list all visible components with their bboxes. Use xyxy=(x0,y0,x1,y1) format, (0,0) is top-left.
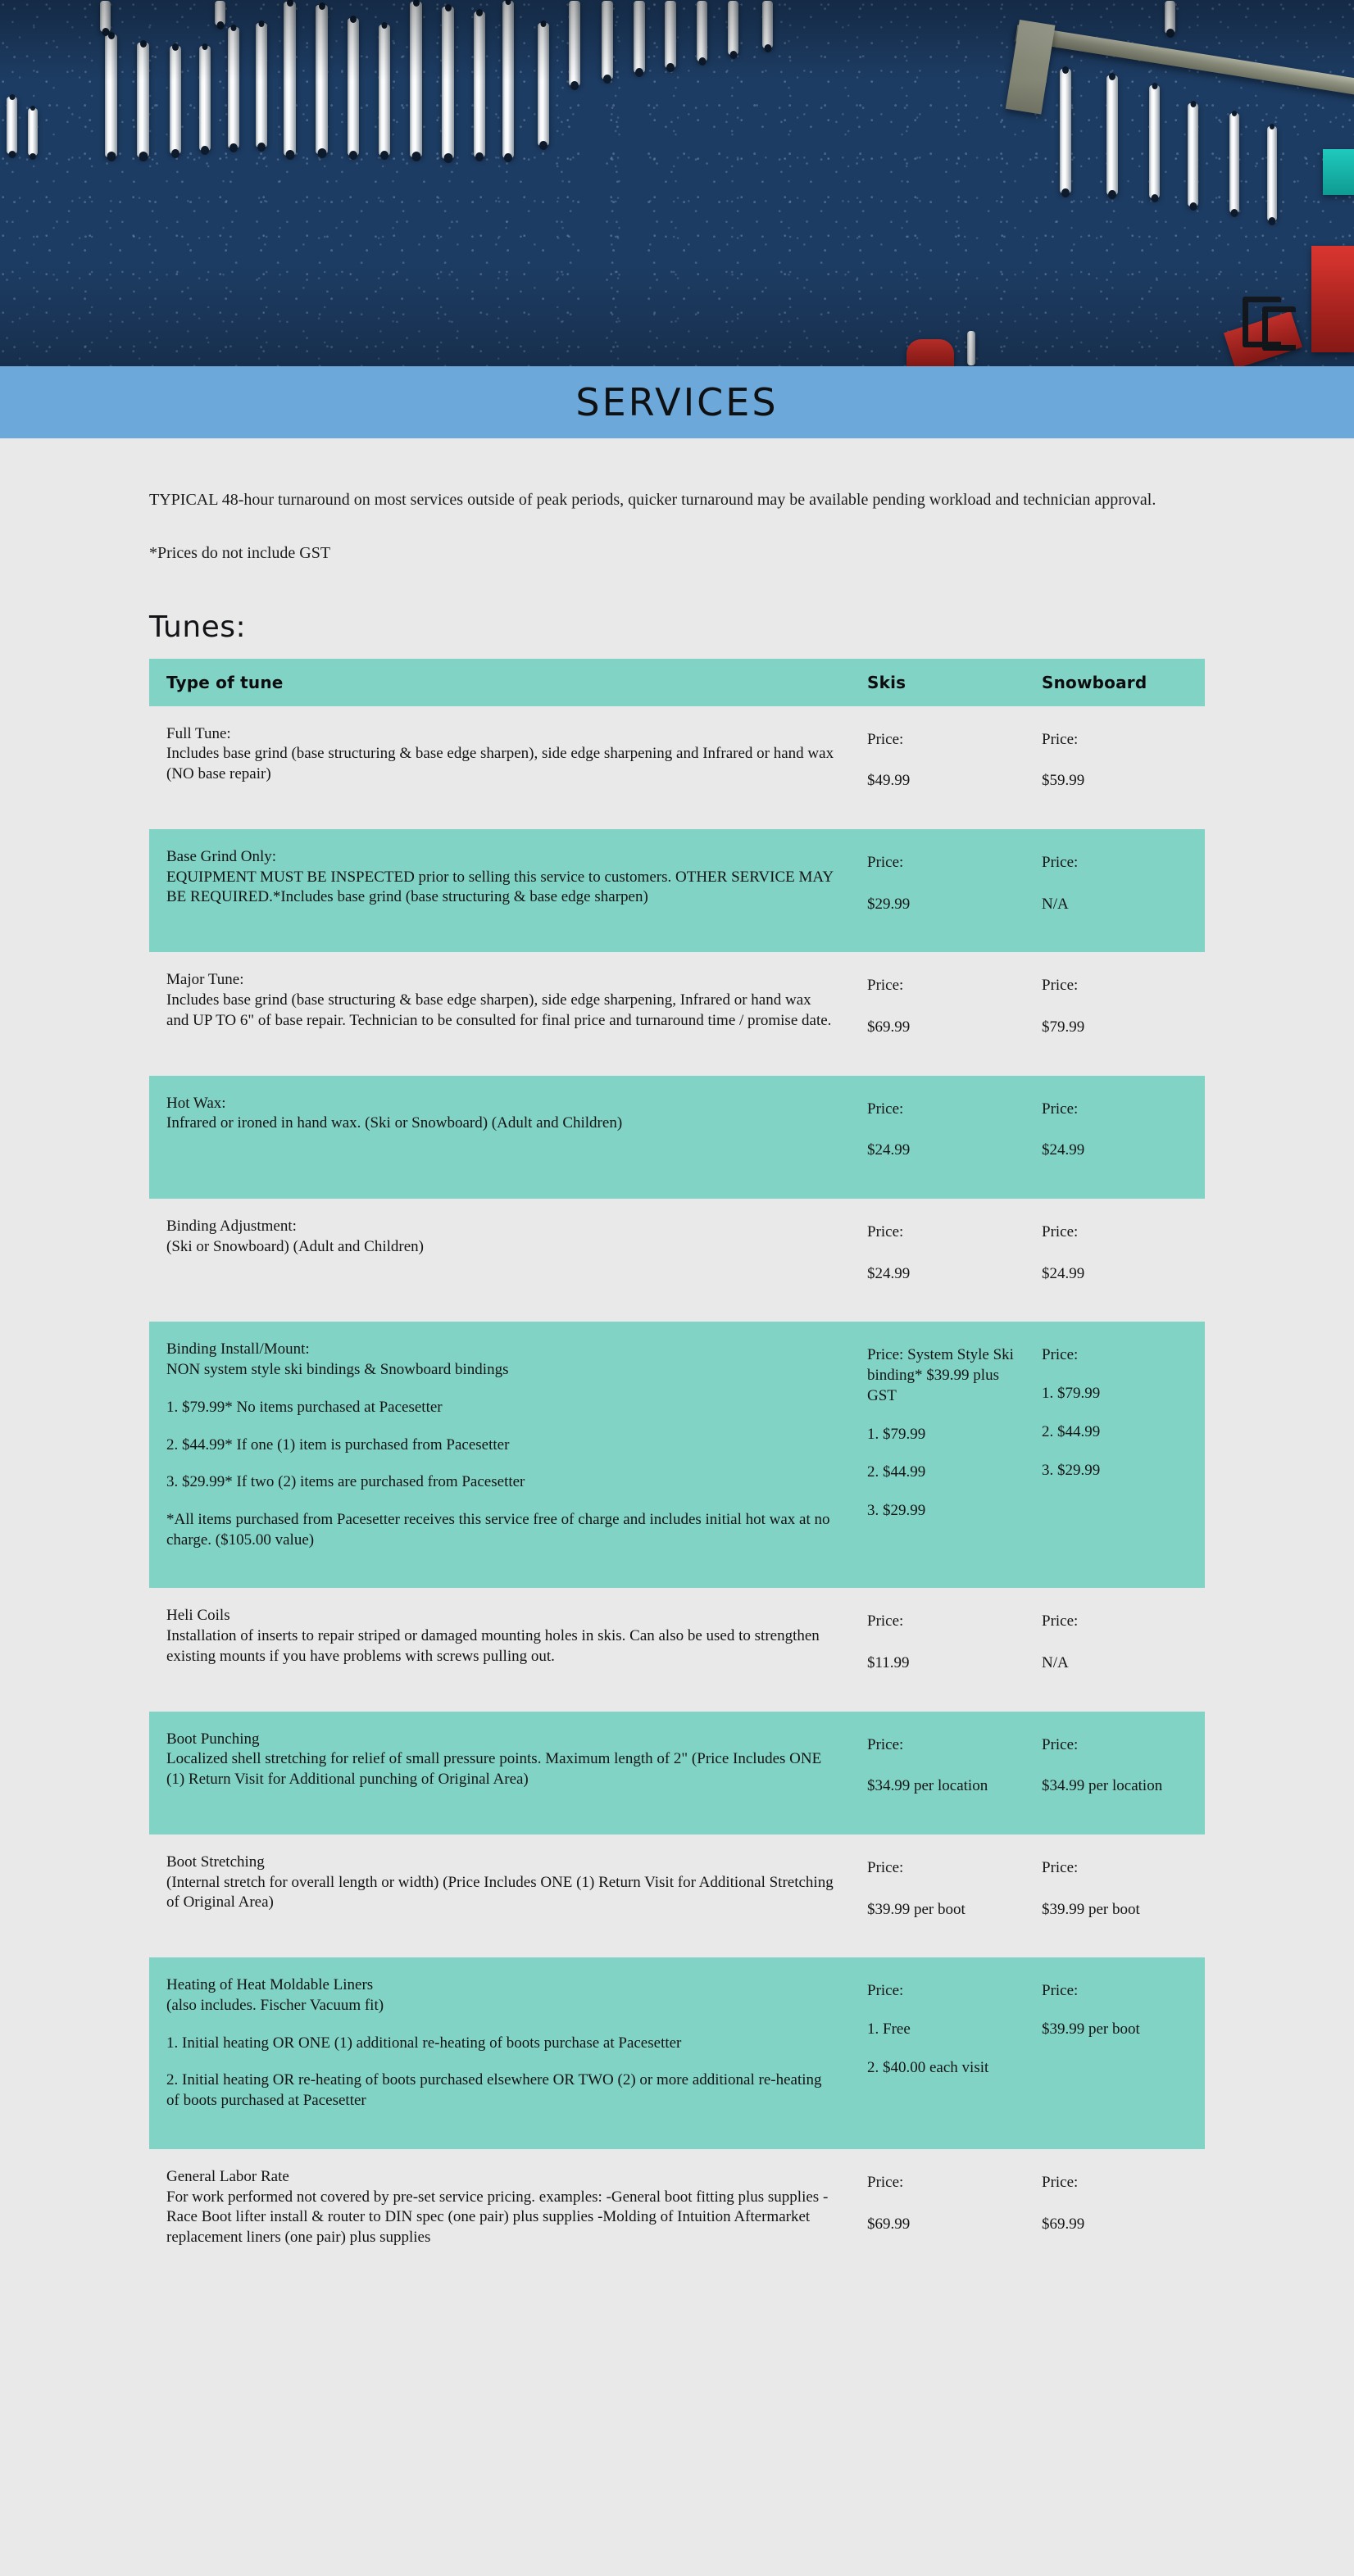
service-body: Includes base grind (base structuring & base edge sharpen), side edge sharpening and Infrared or hand wax (NO base repair) xyxy=(166,745,834,782)
price-line: 3. $29.99 xyxy=(1042,1461,1101,1479)
price-cell-snowboard xyxy=(1030,1076,1205,1199)
price-label: Price: xyxy=(1042,1223,1079,1241)
price-cell-skis xyxy=(856,1957,1030,2148)
table-row xyxy=(149,829,1205,952)
price-line: 2. $40.00 each visit xyxy=(867,2058,989,2076)
price-cell-skis xyxy=(856,1199,1030,1322)
price-value: $24.99 xyxy=(1042,1141,1085,1159)
price-value: $11.99 xyxy=(867,1653,910,1671)
service-option-item: 1. Initial heating OR ONE (1) additional re-heating of boots purchase at Pacesetter xyxy=(166,2034,682,2052)
service-title: General Labor Rate xyxy=(166,2167,289,2185)
price-label: Price: xyxy=(1042,1346,1079,1364)
price-cell-skis xyxy=(856,1834,1030,1957)
price-value: $49.99 xyxy=(867,772,911,790)
service-body: (Internal stretch for overall length or width) (Price Includes ONE (1) Return Visit for Additional Stretching of Original Area) xyxy=(166,1873,834,1912)
service-body: EQUIPMENT MUST BE INSPECTED prior to selling this service to customers. OTHER SERVICE MAY BE REQUIRED.*Includes base grind (base structuring & base edge sharpen) xyxy=(166,868,834,906)
service-body: (also includes. Fischer Vacuum fit) xyxy=(166,1997,384,2015)
price-label: Price: xyxy=(1042,1100,1079,1118)
price-value: $59.99 xyxy=(1042,772,1085,790)
service-description-cell xyxy=(149,2149,856,2286)
price-value: $69.99 xyxy=(867,2215,911,2233)
turnaround-text: TYPICAL 48-hour turnaround on most services outside of peak periods, quicker turnaround may be available pending workload and technician approval. xyxy=(149,491,1156,509)
price-cell-snowboard xyxy=(1030,1834,1205,1957)
price-value: $69.99 xyxy=(867,1018,911,1036)
hero-image xyxy=(0,0,1354,366)
tunes-heading: Tunes: xyxy=(149,610,247,644)
table-row xyxy=(149,1834,1205,1957)
price-label: Price: xyxy=(867,1735,904,1753)
table-row xyxy=(149,1712,1205,1834)
price-label: Price: xyxy=(867,1859,904,1877)
table-row xyxy=(149,1957,1205,2148)
service-body: Includes base grind (base structuring & base edge sharpen), side edge sharpening, Infrared or hand wax and UP TO 6" of base repair. Technician to be consulted for final price and turnaround time / promise date. xyxy=(166,991,832,1029)
price-value: $39.99 per boot xyxy=(867,1900,966,1918)
service-body: Installation of inserts to repair striped or damaged mounting holes in skis. Can also be used to strengthen existing mounts if you have problems with screws pulling out. xyxy=(166,1626,820,1665)
price-value: $24.99 xyxy=(1042,1264,1085,1282)
service-note: *All items purchased from Pacesetter receives this service free of charge and includes initial hot wax at no charge. ($105.00 value) xyxy=(166,1510,830,1549)
price-cell-skis xyxy=(856,829,1030,952)
price-label: Price: xyxy=(867,977,904,995)
price-cell-snowboard xyxy=(1030,1199,1205,1322)
service-option-item: 2. Initial heating OR re-heating of boots purchased elsewhere OR TWO (2) or more additional re-heating of boots purchased at Pacesetter xyxy=(166,2071,822,2110)
price-cell-snowboard xyxy=(1030,706,1205,829)
price-label: Price: xyxy=(1042,1982,1079,2000)
price-line: 2. $44.99 xyxy=(867,1463,926,1481)
service-title: Heating of Heat Moldable Liners xyxy=(166,1976,374,1994)
service-description-cell xyxy=(149,706,856,829)
price-value: $24.99 xyxy=(867,1141,911,1159)
service-body: NON system style ski bindings & Snowboard bindings xyxy=(166,1361,509,1379)
price-label: Price: xyxy=(1042,853,1079,871)
table-header-row xyxy=(149,659,1205,706)
price-value: $24.99 xyxy=(867,1264,911,1282)
price-value: $34.99 per location xyxy=(1042,1777,1163,1795)
service-description-cell xyxy=(149,1957,856,2148)
service-description-cell xyxy=(149,952,856,1075)
service-option-item: 2. $44.99* If one (1) item is purchased from Pacesetter xyxy=(166,1435,510,1454)
price-cell-snowboard xyxy=(1030,1712,1205,1834)
page-title-banner xyxy=(0,366,1354,438)
price-label: Price: xyxy=(1042,2173,1079,2191)
price-label: Price: xyxy=(867,1223,904,1241)
price-label: Price: xyxy=(867,1100,904,1118)
table-body xyxy=(149,706,1205,2286)
table-row xyxy=(149,1322,1205,1588)
price-value: N/A xyxy=(1042,1653,1069,1671)
service-body: For work performed not covered by pre-set service pricing. examples: -General boot fitting plus supplies -Race Boot lifter install & router to DIN spec (one pair) plus supplies -Molding of Intuition Aftermarket replacement liners (one pair) plus supplies xyxy=(166,2188,829,2246)
price-cell-skis xyxy=(856,1712,1030,1834)
service-description-cell xyxy=(149,1712,856,1834)
service-option-item: 1. $79.99* No items purchased at Pacesetter xyxy=(166,1398,443,1416)
service-description-cell xyxy=(149,1199,856,1322)
service-title: Boot Punching xyxy=(166,1730,260,1748)
page-title: SERVICES xyxy=(575,380,779,424)
price-label: Price: xyxy=(1042,1735,1079,1753)
price-cell-skis xyxy=(856,952,1030,1075)
services-table xyxy=(149,659,1205,2286)
hero-vignette xyxy=(0,0,1354,366)
page-content xyxy=(0,438,1354,2384)
column-header-skis: Skis xyxy=(856,659,1030,706)
price-label: Price: xyxy=(867,1982,904,2000)
table-row xyxy=(149,2149,1205,2286)
table-row xyxy=(149,1588,1205,1711)
price-label: Price: xyxy=(867,853,904,871)
table-row xyxy=(149,952,1205,1075)
service-title: Base Grind Only: xyxy=(166,847,277,865)
price-cell-skis xyxy=(856,706,1030,829)
price-cell-snowboard xyxy=(1030,1957,1205,2148)
price-value: N/A xyxy=(1042,895,1069,913)
price-label: Price: xyxy=(1042,1859,1079,1877)
price-label: Price: xyxy=(867,1612,904,1630)
price-line: 1. $79.99 xyxy=(867,1425,926,1443)
price-cell-skis xyxy=(856,2149,1030,2286)
price-cell-snowboard xyxy=(1030,952,1205,1075)
intro-block xyxy=(149,438,1205,565)
price-cell-skis xyxy=(856,1588,1030,1711)
service-description-cell xyxy=(149,1834,856,1957)
service-title: Full Tune: xyxy=(166,724,231,742)
table-row xyxy=(149,706,1205,829)
service-title: Major Tune: xyxy=(166,971,244,989)
service-description-cell xyxy=(149,829,856,952)
price-value: $29.99 xyxy=(867,895,911,913)
price-value: $69.99 xyxy=(1042,2215,1085,2233)
price-label: Price: xyxy=(1042,1612,1079,1630)
price-label: Price: xyxy=(867,730,904,748)
service-description-cell xyxy=(149,1322,856,1588)
price-cell-skis xyxy=(856,1076,1030,1199)
price-line: $39.99 per boot xyxy=(1042,2020,1140,2039)
column-header-type: Type of tune xyxy=(149,659,856,706)
price-value: $79.99 xyxy=(1042,1018,1085,1036)
service-title: Heli Coils xyxy=(166,1607,230,1625)
service-title: Binding Adjustment: xyxy=(166,1218,297,1236)
price-label: Price: xyxy=(867,2173,904,2191)
price-cell-snowboard xyxy=(1030,829,1205,952)
price-label: Price: System Style Ski binding* $39.99 plus GST xyxy=(867,1346,1014,1404)
price-line: 3. $29.99 xyxy=(867,1501,926,1519)
service-title: Hot Wax: xyxy=(166,1094,226,1112)
price-cell-skis xyxy=(856,1322,1030,1588)
gst-note: *Prices do not include GST xyxy=(149,543,331,562)
service-description-cell xyxy=(149,1588,856,1711)
service-body: Localized shell stretching for relief of small pressure points. Maximum length of 2" (Price Includes ONE (1) Return Visit for Additional punching of Original Area) xyxy=(166,1750,822,1789)
service-body: Infrared or ironed in hand wax. (Ski or Snowboard) (Adult and Children) xyxy=(166,1114,623,1132)
column-header-snowboard: Snowboard xyxy=(1030,659,1205,706)
table-header xyxy=(149,659,1205,706)
price-value: $34.99 per location xyxy=(867,1777,988,1795)
price-label: Price: xyxy=(1042,730,1079,748)
price-line: 1. $79.99 xyxy=(1042,1385,1101,1403)
price-label: Price: xyxy=(1042,977,1079,995)
service-description-cell xyxy=(149,1076,856,1199)
price-cell-snowboard xyxy=(1030,1588,1205,1711)
service-title: Boot Stretching xyxy=(166,1853,265,1871)
price-cell-snowboard xyxy=(1030,1322,1205,1588)
price-line: 1. Free xyxy=(867,2020,911,2039)
price-cell-snowboard xyxy=(1030,2149,1205,2286)
service-option-item: 3. $29.99* If two (2) items are purchased from Pacesetter xyxy=(166,1473,525,1491)
service-body: (Ski or Snowboard) (Adult and Children) xyxy=(166,1237,424,1255)
table-row xyxy=(149,1076,1205,1199)
service-title: Binding Install/Mount: xyxy=(166,1340,310,1358)
price-line: 2. $44.99 xyxy=(1042,1422,1101,1440)
table-row xyxy=(149,1199,1205,1322)
price-value: $39.99 per boot xyxy=(1042,1900,1140,1918)
